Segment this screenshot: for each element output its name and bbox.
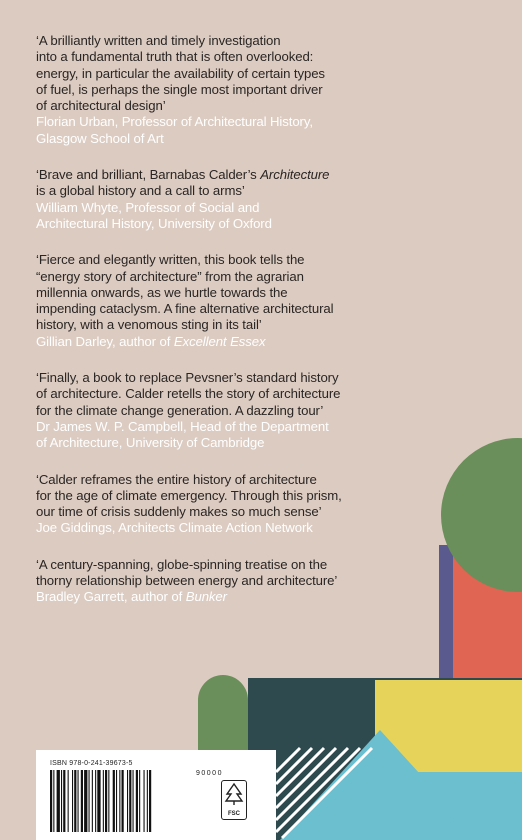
attribution-part: Gillian Darley, author of bbox=[36, 333, 174, 349]
quote-block bbox=[36, 33, 476, 147]
barcode-bar bbox=[63, 770, 65, 832]
barcode-bar bbox=[97, 770, 100, 832]
quote-attribution: William Whyte, Professor of Social and Architectural History, University of Oxford bbox=[36, 199, 272, 231]
barcode-bar bbox=[144, 770, 145, 832]
quote-text-part: ‘Brave and brilliant, Barnabas Calder’s bbox=[36, 167, 261, 183]
barcode-bar bbox=[95, 770, 96, 832]
attribution-part: Bradley Garrett, author of bbox=[36, 589, 186, 605]
barcode-bar bbox=[122, 770, 124, 832]
quote-attribution bbox=[36, 589, 476, 605]
quote-text: ‘Fierce and elegantly written, this book tells the “energy story of architecture” from the agrarian millennia onwards, as we hurtle towards the impending cataclysm. A fine alternative architectural history, with a venomous sting in its tail’ bbox=[36, 252, 334, 333]
quote-text: ‘Finally, a book to replace Pevsner’s standard history of architecture. Calder retells the story of architecture for the climate change generation. A dazzling tour’ bbox=[36, 370, 341, 418]
barcode-bar bbox=[136, 770, 138, 832]
barcode-bar bbox=[127, 770, 128, 832]
barcode-bar bbox=[72, 770, 73, 832]
quote-block bbox=[36, 370, 476, 451]
quote-block bbox=[36, 557, 476, 606]
barcode-bar bbox=[129, 770, 131, 832]
quote-book-title: Architecture bbox=[260, 167, 330, 183]
barcode-bar bbox=[108, 770, 109, 832]
barcode-bar bbox=[78, 770, 79, 832]
quote-block bbox=[36, 252, 476, 350]
barcode-bar bbox=[105, 770, 107, 832]
barcode-bar bbox=[50, 770, 52, 832]
barcode-bar bbox=[133, 770, 134, 832]
barcode-panel bbox=[36, 750, 276, 840]
barcode-bar bbox=[116, 770, 117, 832]
barcode-bar bbox=[81, 770, 83, 832]
quote-block bbox=[36, 167, 476, 232]
quote-text-part: is a global history and a call to arms’ bbox=[36, 183, 245, 199]
quote-text bbox=[36, 167, 476, 200]
barcode-bar bbox=[119, 770, 120, 832]
barcode-bar bbox=[103, 770, 104, 832]
quote-attribution: Florian Urban, Professor of Architectural History, Glasgow School of Art bbox=[36, 114, 313, 146]
barcode-graphic bbox=[50, 770, 215, 832]
barcode-bar bbox=[147, 770, 148, 832]
review-quotes bbox=[36, 33, 476, 626]
quote-attribution: Joe Giddings, Architects Climate Action Network bbox=[36, 520, 313, 536]
barcode-bar bbox=[61, 770, 62, 832]
barcode-bar bbox=[57, 770, 60, 832]
fsc-logo-icon bbox=[221, 780, 247, 820]
isbn-label: ISBN 978-0-241-39673-5 bbox=[50, 760, 133, 767]
barcode-bar bbox=[149, 770, 151, 832]
barcode-bar bbox=[84, 770, 87, 832]
barcode-bar bbox=[68, 770, 69, 832]
quote-text: ‘A brilliantly written and timely investigation into a fundamental truth that is often overlooked: energy, in particular the availability of certain types of fuel, is perhaps the single most important driver of architectural design’ bbox=[36, 33, 325, 114]
barcode-bar bbox=[89, 770, 90, 832]
quote-text: ‘A century-spanning, globe-spinning treatise on the thorny relationship between energy and architecture’ bbox=[36, 556, 338, 589]
barcode-bar bbox=[92, 770, 93, 832]
attribution-book-title: Bunker bbox=[185, 589, 227, 605]
barcode-bar bbox=[53, 770, 54, 832]
quote-attribution bbox=[36, 334, 476, 350]
barcode-bar bbox=[139, 770, 140, 832]
quote-text: ‘Calder reframes the entire history of architecture for the age of climate emergency. Through this prism, our time of crisis suddenly makes so much sense’ bbox=[36, 471, 342, 520]
barcode-bar bbox=[113, 770, 115, 832]
fsc-label: FSC bbox=[228, 811, 240, 817]
quote-attribution: Dr James W. P. Campbell, Head of the Department of Architecture, University of Cambridge bbox=[36, 418, 329, 451]
attribution-book-title: Excellent Essex bbox=[173, 333, 266, 349]
quote-block bbox=[36, 472, 476, 537]
barcode-bar bbox=[74, 770, 76, 832]
price-code: 90000 bbox=[196, 770, 223, 777]
fsc-tree-icon bbox=[222, 781, 246, 807]
